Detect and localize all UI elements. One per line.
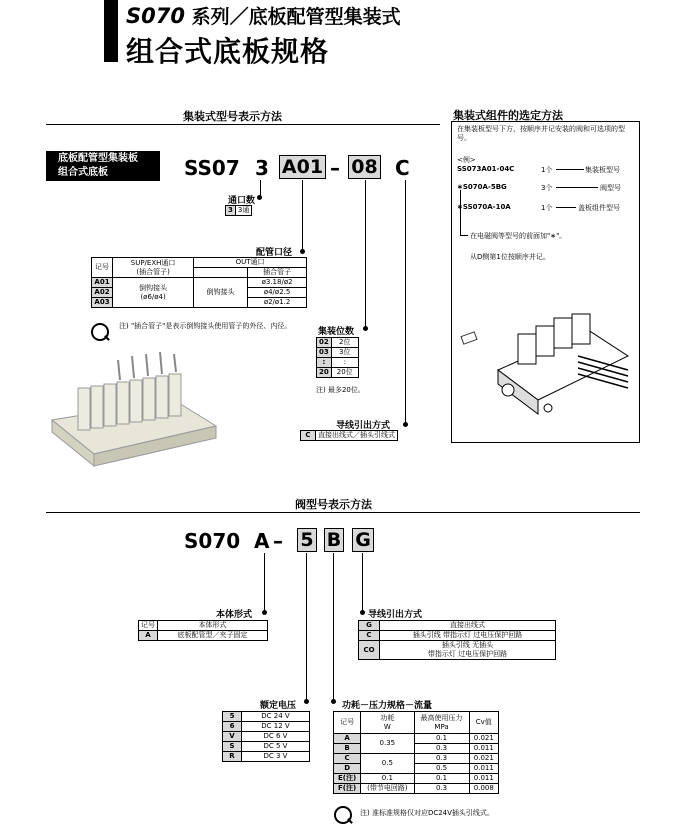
manifold-wiring-table [300, 430, 398, 441]
manifold-label-box: 底板配管型集装板 组合式底板 [46, 151, 160, 181]
table-row: E(注) 0.1 0.1 0.011 [334, 774, 499, 784]
manifold-code-box-stations: 08 [348, 155, 381, 179]
manifold-code-box-port: A01 [279, 155, 326, 179]
manifold-rule [46, 124, 440, 125]
stations-title: 通口数 [228, 196, 256, 206]
selection-line-3-qty: 1个 [541, 204, 553, 212]
table-row: A 底板配管型／夹子固定 [139, 631, 268, 641]
power-note: 注) 准标准规格仅对应DC24V插头引线式。 [360, 809, 494, 817]
selection-line-1-code: SS073A01-04C [457, 165, 515, 173]
stations-table [225, 205, 252, 216]
table-row: F(注) (带节电回路) 0.3 0.008 [334, 784, 499, 794]
selection-line-2-desc: 阀型号 [600, 184, 621, 192]
table-row: V DC 6 V [223, 732, 310, 742]
manifold-illustration [48, 350, 218, 468]
valve-code-prefix: S070 [184, 529, 241, 553]
selection-title: 集装式组件的选定方法 [453, 109, 563, 122]
voltage-title: 额定电压 [260, 701, 297, 711]
selection-line-1-qty: 1个 [541, 166, 553, 174]
valve-stations-title: 集装位数 [318, 327, 355, 337]
table-row: CO 插头引线 无插头 带指示灯 过电压保护回路 [359, 641, 556, 660]
valve-code-box-power: B [324, 528, 344, 552]
manifold-wiring-title: 导线引出方式 [336, 421, 391, 431]
table-row: : : [317, 358, 359, 368]
port-title: 配管口径 [256, 248, 293, 258]
selection-example-label: <例> [457, 156, 476, 164]
power-table: 记号 功耗 W 最高使用压力 MPa Cv值 A 0.35 0.1 0.021 B 0.3 0.011 C 0.5 0.3 0.021 D 0.5 0.011 E(注) 0.1 0.1 0.011 F(注) (带节电回路) 0.3 0.008 [333, 711, 499, 794]
table-row: A03 ø2/ø1.2 [92, 298, 307, 308]
valve-dash: – [273, 529, 283, 553]
port-table: 记号 SUP/EXH通口 (插合管子) OUT通口 插合管子 A01 倒钩接头 (ø6/ø4) 倒钩接头 ø3.18/ø2 A02 ø4/ø2.5 A03 ø2/ø1.2 [91, 257, 307, 308]
table-row: C 0.5 0.3 0.021 [334, 754, 499, 764]
valve-wiring-title: 导线引出方式 [368, 610, 423, 620]
magnifier-icon [91, 323, 109, 341]
valve-code-box-voltage: 5 [297, 528, 317, 552]
power-title: 功耗－压力规格－流量 [342, 701, 433, 711]
selection-line-2-qty: 3个 [541, 184, 553, 192]
table-row: 03 3位 [317, 348, 359, 358]
table-row: 3 3通 [226, 206, 252, 216]
manifold-dash: – [330, 156, 340, 180]
selection-line-3-desc: 盖板组件型号 [578, 204, 620, 212]
table-row: C 插头引线 带指示灯 过电压保护回路 [359, 631, 556, 641]
table-row: 20 20位 [317, 368, 359, 378]
selection-note-1: 在电磁阀等型号的前面加"∗"。 [470, 232, 567, 240]
page-title: 组合式底板规格 [126, 35, 330, 68]
valve-code-a: A [254, 529, 270, 553]
body-table: 记号 本体形式 A 底板配管型／夹子固定 [138, 620, 268, 641]
manifold-section-title: 集装式型号表示方法 [183, 110, 282, 123]
selection-line-1-desc: 集装板型号 [585, 166, 620, 174]
selection-intro: 在集装板型号下方，按顺序并记安装的阀和可选项的型号。 [457, 125, 625, 142]
table-row: C 直接出线式／插头引线式 [301, 431, 398, 441]
table-row: 6 DC 12 V [223, 722, 310, 732]
manifold-code-station: 3 [255, 156, 269, 180]
table-row: 5 DC 24 V [223, 712, 310, 722]
valve-code-box-wiring: G [352, 528, 374, 552]
table-row: D 0.5 0.011 [334, 764, 499, 774]
table-row: S DC 5 V [223, 742, 310, 752]
table-row: A01 倒钩接头 (ø6/ø4) 倒钩接头 ø3.18/ø2 [92, 278, 307, 288]
valve-wiring-table [358, 620, 556, 660]
table-row: R DC 3 V [223, 752, 310, 762]
voltage-table [222, 711, 310, 762]
table-row: A02 ø4/ø2.5 [92, 288, 307, 298]
selection-line-2-code: ∗S070A-5BG [457, 183, 507, 191]
valve-stations-note: 注) 最多20位。 [316, 386, 365, 394]
valve-section-title: 阀型号表示方法 [295, 498, 372, 511]
selection-note-2: 从D侧第1位按顺序并记。 [470, 253, 550, 261]
table-row: B 0.3 0.011 [334, 744, 499, 754]
series-title: S070 系列／底板配管型集装式 [126, 4, 401, 28]
table-row: A 0.35 0.1 0.021 [334, 734, 499, 744]
selection-illustration [458, 310, 636, 428]
manifold-code-wiring: C [395, 156, 410, 180]
manifold-code-prefix: SS07 [184, 156, 240, 180]
magnifier-icon [334, 806, 352, 824]
valve-rule [46, 512, 640, 513]
header-bar [104, 0, 118, 62]
table-row: G 直接出线式 [359, 621, 556, 631]
port-note: 注) "插合管子"是表示倒钩接头使用管子的外径、内径。 [119, 322, 292, 330]
body-title: 本体形式 [216, 610, 253, 620]
table-row: 02 2位 [317, 338, 359, 348]
valve-stations-table [316, 337, 359, 378]
selection-line-3-code: ∗SS070A-10A [457, 203, 511, 211]
